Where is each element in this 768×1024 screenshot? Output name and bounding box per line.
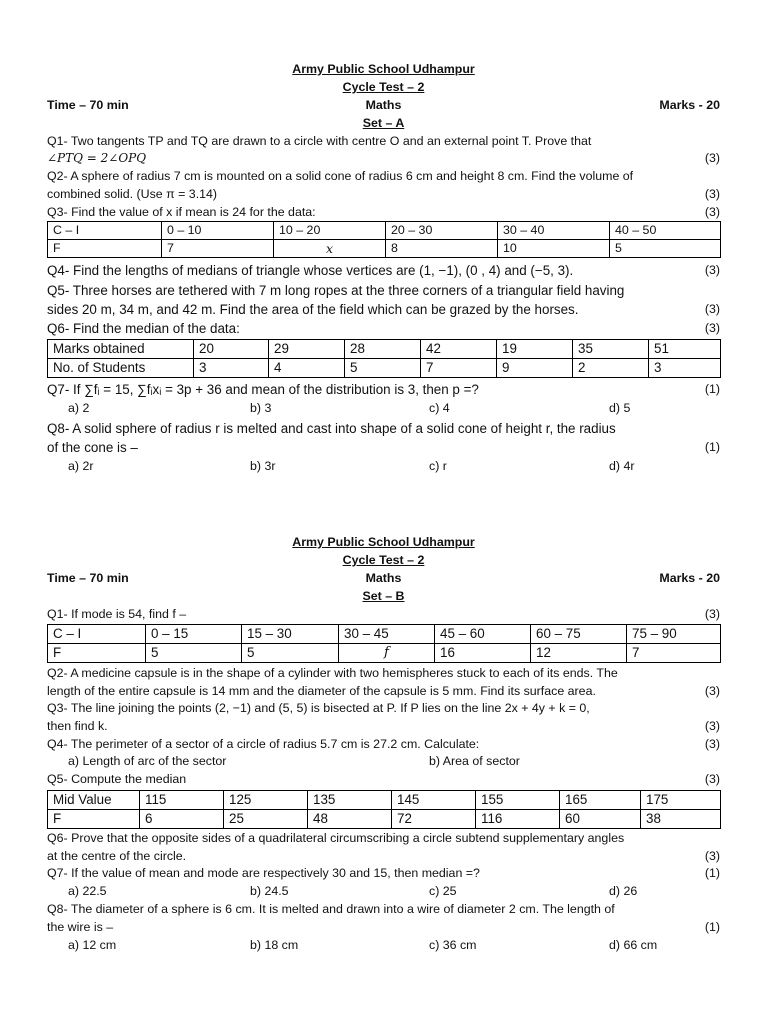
a-q2-line1: Q2- A sphere of radius 7 cm is mounted on a solid cone of radius 6 cm and height 8 cm. Find the volume of xyxy=(47,169,634,183)
table-cell: 3 xyxy=(194,359,269,378)
a-q6-table xyxy=(47,339,721,378)
table-cell: 145 xyxy=(392,791,476,810)
a-q6-text: Q6- Find the median of the data: xyxy=(47,321,240,336)
table-cell: 38 xyxy=(641,810,721,829)
a-q3-table xyxy=(47,221,721,258)
table-cell: 2 xyxy=(573,359,649,378)
a-q4-marks: (3) xyxy=(704,263,720,277)
b-q4-line1 xyxy=(47,736,720,753)
option-b: b) 3r xyxy=(250,459,276,473)
a-q3-marks: (3) xyxy=(704,205,720,219)
table-cell: 6 xyxy=(140,810,224,829)
a-q5-marks: (3) xyxy=(704,302,720,316)
table-cell: 7 xyxy=(162,240,274,258)
table-cell: 16 xyxy=(435,644,531,663)
table-cell: 30 – 40 xyxy=(498,222,610,240)
a-q7-text: Q7- If ∑fᵢ = 15, ∑fᵢxᵢ = 3p + 36 and mean of the distribution is 3, then p =? xyxy=(47,382,479,397)
table-row xyxy=(48,644,721,663)
table-cell: f xyxy=(339,644,435,663)
b-q7-line1 xyxy=(47,865,720,882)
a-q1-marks: (3) xyxy=(704,151,720,165)
b-q2-line2 xyxy=(47,683,720,700)
option-a: a) 2 xyxy=(68,401,90,415)
subject-a: Maths xyxy=(365,98,402,112)
table-row xyxy=(48,791,721,810)
table-cell: 5 xyxy=(146,644,242,663)
b-q3-line1: Q3- The line joining the points (2, −1) and (5, 5) is bisected at P. If P lies on the line 2x + 4y + k = 0, xyxy=(47,701,590,715)
b-q6-text: at the centre of the circle. xyxy=(47,849,187,863)
b-q1-text: Q1- If mode is 54, find f – xyxy=(47,607,187,621)
b-q8-line1: Q8- The diameter of a sphere is 6 cm. It is melted and drawn into a wire of diameter 2 cm. The length of xyxy=(47,902,615,916)
a-q3-text: Q3- Find the value of x if mean is 24 for the data: xyxy=(47,205,316,219)
table-cell: 155 xyxy=(476,791,560,810)
table-row xyxy=(48,240,721,258)
option-d: d) 26 xyxy=(609,884,638,898)
table-cell: 40 – 50 xyxy=(610,222,721,240)
b-q5-text: Q5- Compute the median xyxy=(47,772,187,786)
option-c: c) 36 cm xyxy=(429,938,477,952)
b-q3-line2 xyxy=(47,718,720,735)
option-a: a) 2r xyxy=(68,459,94,473)
b-q1-marks: (3) xyxy=(704,607,720,621)
school-title-a: Army Public School Udhampur xyxy=(292,62,475,76)
b-q8-line2 xyxy=(47,919,720,936)
option-a: a) 12 cm xyxy=(68,938,117,952)
table-cell: 125 xyxy=(224,791,308,810)
school-title-b: Army Public School Udhampur xyxy=(292,535,475,549)
table-cell: 10 – 20 xyxy=(274,222,386,240)
option-b: b) Area of sector xyxy=(429,754,520,768)
option-b: b) 24.5 xyxy=(250,884,289,898)
table-cell: 5 xyxy=(242,644,339,663)
a-q8-line2 xyxy=(47,439,720,456)
table-row xyxy=(48,222,721,240)
option-a: a) 22.5 xyxy=(68,884,107,898)
table-cell: 35 xyxy=(573,340,649,359)
option-c: c) r xyxy=(429,459,447,473)
table-cell: 165 xyxy=(560,791,641,810)
table-cell: C – I xyxy=(48,625,146,644)
a-q7-line1 xyxy=(47,381,720,398)
table-cell: F xyxy=(48,810,140,829)
option-d: d) 4r xyxy=(609,459,635,473)
set-label-a: Set – A xyxy=(362,116,405,130)
table-cell: 51 xyxy=(649,340,721,359)
b-q4-marks: (3) xyxy=(704,737,720,751)
b-q5-marks: (3) xyxy=(704,772,720,786)
a-q3-line1 xyxy=(47,204,720,221)
b-q8-text: the wire is – xyxy=(47,920,114,934)
table-cell: 30 – 45 xyxy=(339,625,435,644)
table-cell: 12 xyxy=(531,644,627,663)
marks-a: Marks - 20 xyxy=(659,98,720,112)
header-row-b xyxy=(47,570,720,587)
table-cell: 48 xyxy=(308,810,392,829)
table-cell: 0 – 15 xyxy=(146,625,242,644)
table-cell: 7 xyxy=(421,359,497,378)
table-row xyxy=(48,340,721,359)
b-q2-marks: (3) xyxy=(704,684,720,698)
b-q8-marks: (1) xyxy=(704,920,720,934)
table-cell: 115 xyxy=(140,791,224,810)
marks-b: Marks - 20 xyxy=(659,571,720,585)
b-q4-text: Q4- The perimeter of a sector of a circle of radius 5.7 cm is 27.2 cm. Calculate: xyxy=(47,737,480,751)
table-row xyxy=(48,625,721,644)
table-cell: No. of Students xyxy=(48,359,194,378)
b-q7-marks: (1) xyxy=(704,866,720,880)
b-q2-text: length of the entire capsule is 14 mm and the diameter of the capsule is 5 mm. Find its surface area. xyxy=(47,684,596,698)
table-cell: 45 – 60 xyxy=(435,625,531,644)
table-cell: 5 xyxy=(345,359,421,378)
time-a: Time – 70 min xyxy=(47,98,129,112)
table-cell: 7 xyxy=(627,644,721,663)
b-q2-line1: Q2- A medicine capsule is in the shape of a cylinder with two hemispheres stuck to each of its ends. The xyxy=(47,666,618,680)
b-q3-text: then find k. xyxy=(47,719,108,733)
a-q7-marks: (1) xyxy=(704,382,720,396)
a-q1-line1: Q1- Two tangents TP and TQ are drawn to a circle with centre O and an external point T. Prove that xyxy=(47,134,592,148)
b-q6-line2 xyxy=(47,848,720,865)
b-q5-table xyxy=(47,790,721,829)
table-cell: 116 xyxy=(476,810,560,829)
table-cell: 10 xyxy=(498,240,610,258)
table-cell: 28 xyxy=(345,340,421,359)
table-cell: 72 xyxy=(392,810,476,829)
table-cell: 75 – 90 xyxy=(627,625,721,644)
table-cell: 25 xyxy=(224,810,308,829)
option-d: d) 5 xyxy=(609,401,631,415)
header-row-a xyxy=(47,97,720,114)
table-cell: 4 xyxy=(269,359,345,378)
a-q6-line1 xyxy=(47,320,720,337)
b-q6-line1: Q6- Prove that the opposite sides of a quadrilateral circumscribing a circle subtend supplementary angles xyxy=(47,831,625,845)
a-q4-line1 xyxy=(47,262,720,279)
table-row xyxy=(48,810,721,829)
table-cell: Mid Value xyxy=(48,791,140,810)
table-cell: F xyxy=(48,644,146,663)
table-cell: C – I xyxy=(48,222,162,240)
table-cell: 15 – 30 xyxy=(242,625,339,644)
table-cell: 29 xyxy=(269,340,345,359)
b-q1-line1 xyxy=(47,606,720,623)
a-q2-line2 xyxy=(47,186,720,203)
option-d: d) 66 cm xyxy=(609,938,658,952)
a-q6-marks: (3) xyxy=(704,321,720,335)
a-q5-line2 xyxy=(47,301,720,318)
table-cell: 9 xyxy=(497,359,573,378)
option-c: c) 25 xyxy=(429,884,457,898)
a-q2-text: combined solid. (Use π = 3.14) xyxy=(47,187,218,201)
a-q8-marks: (1) xyxy=(704,440,720,454)
a-q5-text: sides 20 m, 34 m, and 42 m. Find the area of the field which can be grazed by the horses. xyxy=(47,302,579,317)
table-cell: Marks obtained xyxy=(48,340,194,359)
table-cell: 60 xyxy=(560,810,641,829)
table-cell: 5 xyxy=(610,240,721,258)
time-b: Time – 70 min xyxy=(47,571,129,585)
a-q4-text: Q4- Find the lengths of medians of triangle whose vertices are (1, −1), (0 , 4) and (−5, 3). xyxy=(47,263,574,278)
table-cell: 60 – 75 xyxy=(531,625,627,644)
a-q1-expr: ∠PTQ = 2∠OPQ xyxy=(47,151,147,165)
table-row xyxy=(48,359,721,378)
table-cell: F xyxy=(48,240,162,258)
option-b: b) 18 cm xyxy=(250,938,299,952)
test-title-b: Cycle Test – 2 xyxy=(342,553,425,567)
b-q3-marks: (3) xyxy=(704,719,720,733)
table-cell: 8 xyxy=(386,240,498,258)
table-cell: 0 – 10 xyxy=(162,222,274,240)
b-q7-text: Q7- If the value of mean and mode are respectively 30 and 15, then median =? xyxy=(47,866,480,880)
test-title-a: Cycle Test – 2 xyxy=(342,80,425,94)
a-q8-line1: Q8- A solid sphere of radius r is melted and cast into shape of a solid cone of height r, the radius xyxy=(47,421,616,436)
a-q1-line2 xyxy=(47,150,720,167)
option-a: a) Length of arc of the sector xyxy=(68,754,227,768)
b-q5-line1 xyxy=(47,771,720,788)
table-cell: 20 xyxy=(194,340,269,359)
table-cell: 42 xyxy=(421,340,497,359)
table-cell: 3 xyxy=(649,359,721,378)
option-b: b) 3 xyxy=(250,401,272,415)
subject-b: Maths xyxy=(365,571,402,585)
option-c: c) 4 xyxy=(429,401,450,415)
table-cell: x xyxy=(274,240,386,258)
a-q5-line1: Q5- Three horses are tethered with 7 m long ropes at the three corners of a triangular field having xyxy=(47,283,625,298)
table-cell: 19 xyxy=(497,340,573,359)
table-cell: 175 xyxy=(641,791,721,810)
set-label-b: Set – B xyxy=(362,589,405,603)
b-q1-table xyxy=(47,624,721,663)
b-q6-marks: (3) xyxy=(704,849,720,863)
table-cell: 20 – 30 xyxy=(386,222,498,240)
table-cell: 135 xyxy=(308,791,392,810)
a-q2-marks: (3) xyxy=(704,187,720,201)
a-q8-text: of the cone is – xyxy=(47,440,138,455)
